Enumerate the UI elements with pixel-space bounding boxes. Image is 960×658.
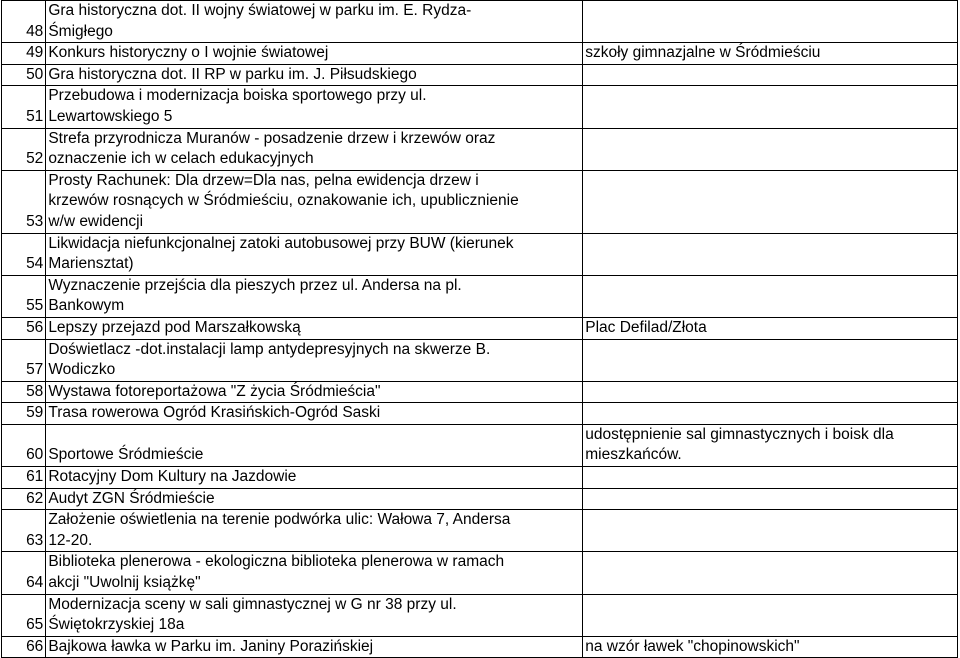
- project-name-cell: Trasa rowerowa Ogród Krasińskich-Ogród Saski: [46, 403, 583, 425]
- project-name-cell: Lepszy przejazd pod Marszałkowską: [46, 317, 583, 339]
- project-note-cell: [583, 381, 958, 403]
- project-name-cell: Strefa przyrodnicza Muranów - posadzenie drzew i krzewów oraz oznaczenie ich w celach edukacyjnych: [46, 128, 583, 170]
- project-name-cell: Gra historyczna dot. II wojny światowej w parku im. E. Rydza- Śmigłego: [46, 1, 583, 43]
- table-row: [2, 86, 958, 128]
- project-name-cell: Audyt ZGN Śródmieście: [46, 488, 583, 510]
- project-name-cell: Prosty Rachunek: Dla drzew=Dla nas, pelna ewidencja drzew i krzewów rosnących w Śródmieściu, oznakowanie ich, upublicznienie w/w ewidencji: [46, 170, 583, 233]
- project-name-cell: Założenie oświetlenia na terenie podwórka ulic: Wałowa 7, Andersa 12-20.: [46, 510, 583, 552]
- row-number-cell: 58: [2, 381, 46, 403]
- table-row: [2, 170, 958, 233]
- row-number-cell: 62: [2, 488, 46, 510]
- project-note-cell: udostępnienie sal gimnastycznych i boisk dla mieszkańców.: [583, 424, 958, 466]
- project-note-cell: szkoły gimnazjalne w Śródmieściu: [583, 43, 958, 65]
- row-number-cell: 61: [2, 467, 46, 489]
- project-name-cell: Rotacyjny Dom Kultury na Jazdowie: [46, 467, 583, 489]
- project-name-cell: Przebudowa i modernizacja boiska sportowego przy ul. Lewartowskiego 5: [46, 86, 583, 128]
- row-number-cell: 64: [2, 552, 46, 594]
- row-number-cell: 52: [2, 128, 46, 170]
- row-number-cell: 49: [2, 43, 46, 65]
- row-number-cell: 66: [2, 636, 46, 658]
- row-number-cell: 59: [2, 403, 46, 425]
- row-number-cell: 60: [2, 424, 46, 466]
- row-number-cell: 65: [2, 594, 46, 636]
- project-note-cell: [583, 1, 958, 43]
- project-name-cell: Bajkowa ławka w Parku im. Janiny Porazińskiej: [46, 636, 583, 658]
- project-note-cell: [583, 170, 958, 233]
- project-note-cell: [583, 275, 958, 317]
- table-row: [2, 43, 958, 65]
- table-row: [2, 1, 958, 43]
- table-row: [2, 64, 958, 86]
- project-name-cell: Biblioteka plenerowa - ekologiczna biblioteka plenerowa w ramach akcji "Uwolnij książkę": [46, 552, 583, 594]
- table-row: [2, 128, 958, 170]
- table-row: [2, 424, 958, 466]
- project-name-cell: Doświetlacz -dot.instalacji lamp antydepresyjnych na skwerze B. Wodiczko: [46, 339, 583, 381]
- table-row: [2, 275, 958, 317]
- row-number-cell: 63: [2, 510, 46, 552]
- project-name-cell: Konkurs historyczny o I wojnie światowej: [46, 43, 583, 65]
- project-note-cell: [583, 594, 958, 636]
- project-note-cell: [583, 233, 958, 275]
- table-row: [2, 594, 958, 636]
- project-note-cell: [583, 510, 958, 552]
- project-name-cell: Sportowe Śródmieście: [46, 424, 583, 466]
- project-note-cell: [583, 64, 958, 86]
- project-note-cell: [583, 467, 958, 489]
- project-note-cell: [583, 339, 958, 381]
- table-row: [2, 467, 958, 489]
- project-note-cell: [583, 403, 958, 425]
- table-row: [2, 510, 958, 552]
- project-name-cell: Gra historyczna dot. II RP w parku im. J. Piłsudskiego: [46, 64, 583, 86]
- row-number-cell: 54: [2, 233, 46, 275]
- project-note-cell: [583, 488, 958, 510]
- table-row: [2, 636, 958, 658]
- table-row: [2, 488, 958, 510]
- table-row: [2, 233, 958, 275]
- project-name-cell: Wyznaczenie przejścia dla pieszych przez ul. Andersa na pl. Bankowym: [46, 275, 583, 317]
- project-name-cell: Wystawa fotoreportażowa "Z życia Śródmieścia": [46, 381, 583, 403]
- project-note-cell: [583, 128, 958, 170]
- row-number-cell: 53: [2, 170, 46, 233]
- project-note-cell: na wzór ławek "chopinowskich": [583, 636, 958, 658]
- projects-table-body: [2, 1, 958, 658]
- table-row: [2, 381, 958, 403]
- row-number-cell: 51: [2, 86, 46, 128]
- project-note-cell: [583, 552, 958, 594]
- project-name-cell: Modernizacja sceny w sali gimnastycznej w G nr 38 przy ul. Świętokrzyskiej 18a: [46, 594, 583, 636]
- row-number-cell: 57: [2, 339, 46, 381]
- project-name-cell: Likwidacja niefunkcjonalnej zatoki autobusowej przy BUW (kierunek Mariensztat): [46, 233, 583, 275]
- project-note-cell: [583, 86, 958, 128]
- projects-table: [1, 0, 958, 658]
- row-number-cell: 55: [2, 275, 46, 317]
- row-number-cell: 48: [2, 1, 46, 43]
- table-row: [2, 403, 958, 425]
- table-row: [2, 339, 958, 381]
- row-number-cell: 50: [2, 64, 46, 86]
- table-row: [2, 317, 958, 339]
- project-note-cell: Plac Defilad/Złota: [583, 317, 958, 339]
- table-row: [2, 552, 958, 594]
- row-number-cell: 56: [2, 317, 46, 339]
